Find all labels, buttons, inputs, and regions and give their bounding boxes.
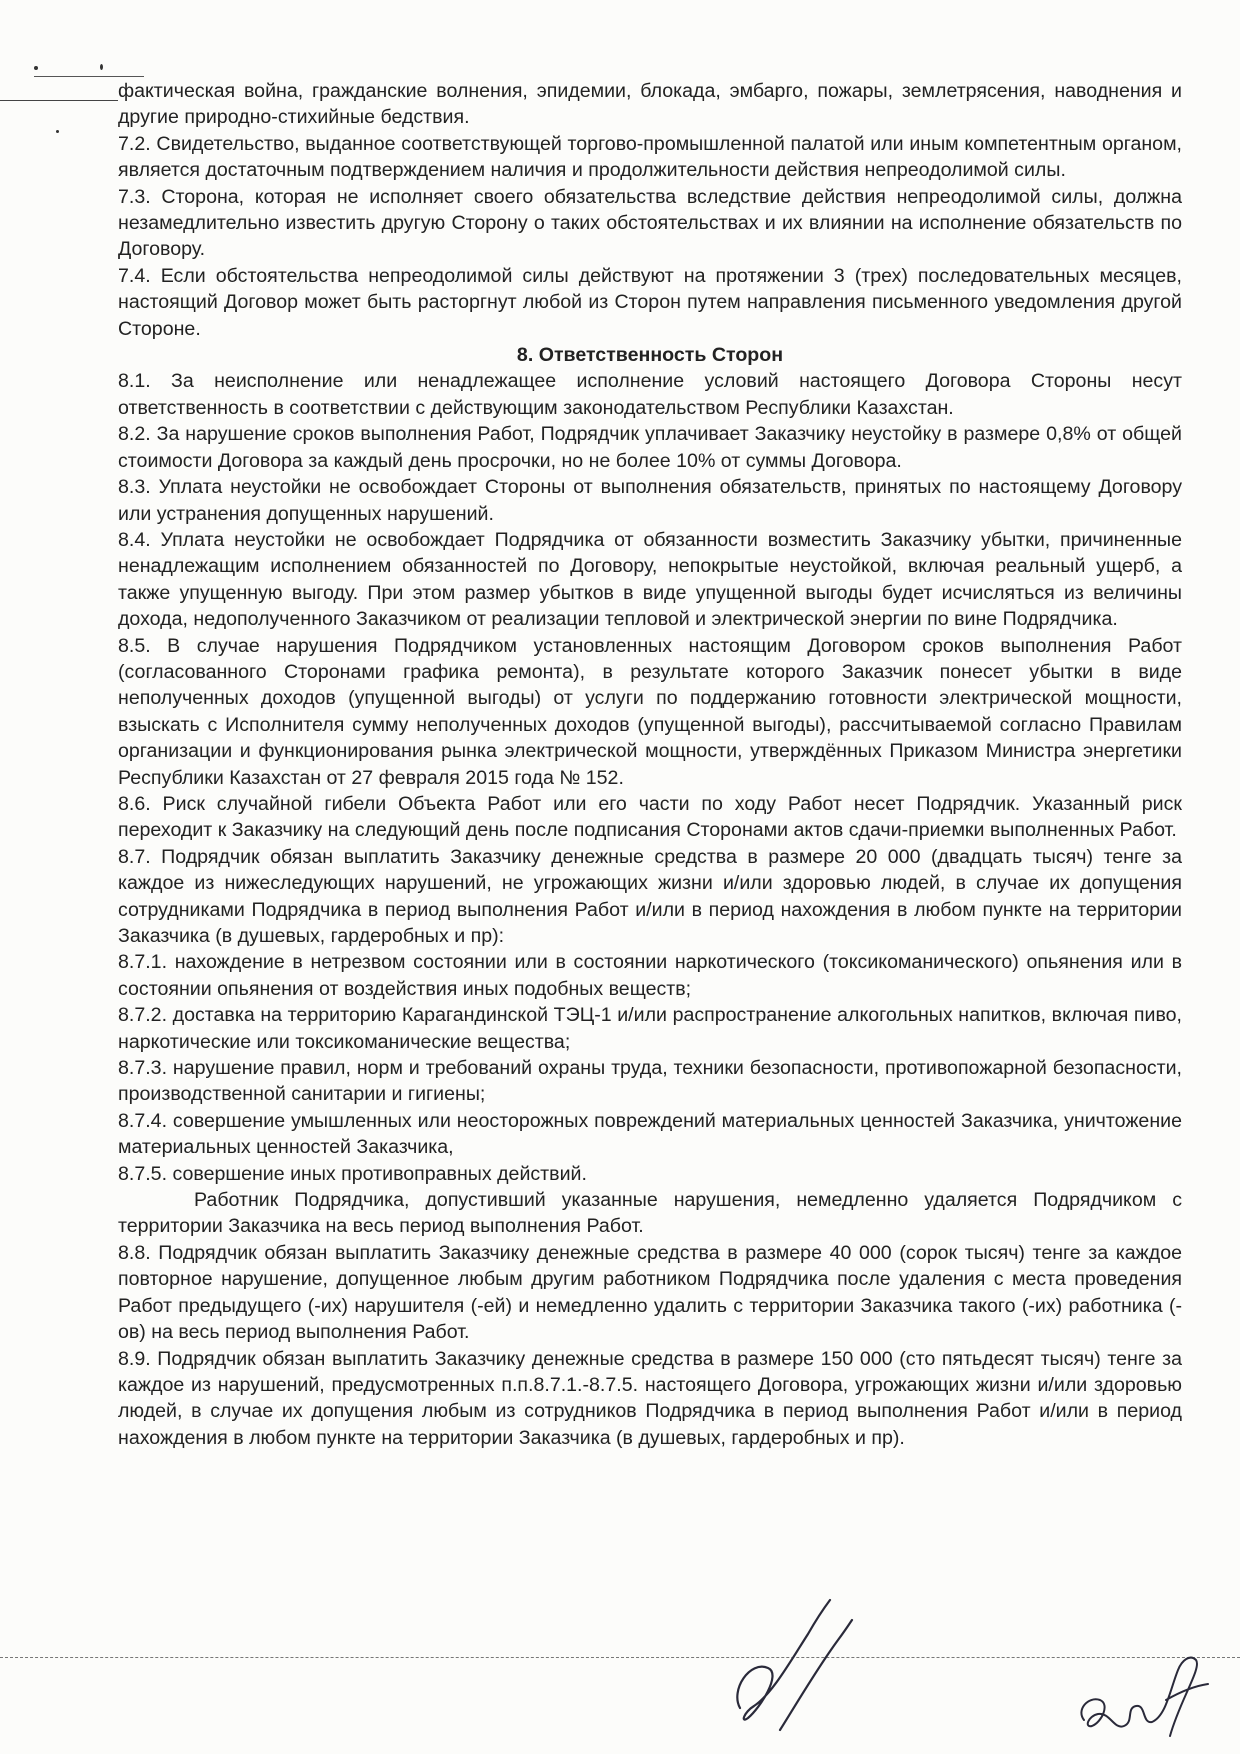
paragraph: 7.3. Сторона, которая не исполняет своего обязательства вследствие действия непреодолимой силы, должна незамедлительно известить другую Сторону о таких обстоятельствах и их влиянии на исполнение обязательств по Договору.	[118, 185, 1182, 261]
paragraph: 8.9. Подрядчик обязан выплатить Заказчику денежные средства в размере 150 000 (сто пятьдесят тысяч) тенге за каждое из нарушений, предусмотренных п.п.8.7.1.-8.7.5. настоящего Договора, угрожающих жизни и/или здоровью людей, в случае их допущения любым из сотрудников Подрядчика в период выполнения Работ и/или в период нахождения в любом пункте на территории Заказчика (в душевых, гардеробных и пр).	[118, 1347, 1182, 1449]
scan-artifact-line	[0, 100, 118, 101]
signature-left	[720, 1590, 880, 1740]
paragraph: 8.2. За нарушение сроков выполнения Работ, Подрядчик уплачивает Заказчику неустойку в размере 0,8% от общей стоимости Договора за каждый день просрочки, но не более 10% от суммы Договора.	[118, 423, 1182, 472]
scan-speck	[100, 64, 103, 70]
scan-speck	[56, 130, 59, 133]
paragraph: 8.7. Подрядчик обязан выплатить Заказчику денежные средства в размере 20 000 (двадцать тысяч) тенге за каждое из нижеследующих нарушений, не угрожающих жизни и/или здоровью людей, в случае их допущения сотрудниками Подрядчика в период выполнения Работ и/или в период нахождения в любом пункте на территории Заказчика (в душевых, гардеробных и пр):	[118, 845, 1182, 947]
list-item: 8.7.2. доставка на территорию Карагандинской ТЭЦ-1 и/или распространение алкогольных напитков, включая пиво, наркотические или токсикоманические вещества;	[118, 1004, 1182, 1053]
signature-right	[1070, 1640, 1220, 1750]
paragraph: 7.4. Если обстоятельства непреодолимой силы действуют на протяжении 3 (трех) последовательных месяцев, настоящий Договор может быть расторгнут любой из Сторон путем направления письменного уведомления другой Стороне.	[118, 264, 1182, 340]
list-item: 8.7.1. нахождение в нетрезвом состоянии или в состоянии наркотического (токсикоманического) опьянения или в состоянии опьянения от воздействия иных подобных веществ;	[118, 951, 1182, 1000]
paragraph: 8.8. Подрядчик обязан выплатить Заказчику денежные средства в размере 40 000 (сорок тысяч) тенге за каждое повторное нарушение, допущенное любым другим работником Подрядчика после удаления с места проведения Работ предыдущего (-их) нарушителя (-ей) и немедленно удалить с территории Заказчика такого (-их) работника (-ов) на весь период выполнения Работ.	[118, 1241, 1182, 1344]
paragraph: 8.3. Уплата неустойки не освобождает Стороны от выполнения обязательств, принятых по настоящему Договору или устранения допущенных нарушений.	[118, 476, 1182, 525]
scan-speck	[34, 66, 38, 70]
section-heading: 8. Ответственность Сторон	[516, 344, 784, 367]
paragraph: 8.6. Риск случайной гибели Объекта Работ или его части по ходу Работ несет Подрядчик. Указанный риск переходит к Заказчику на следующий день после подписания Сторонами актов сдачи-приемки выполненных Работ.	[118, 792, 1182, 842]
paragraph: 8.5. В случае нарушения Подрядчиком установленных настоящим Договором сроков выполнения Работ (согласованного Сторонами графика ремонта), в результате которого Заказчик понесет убытки в виде неполученных доходов (упущенной выгоды) от услуги по поддержанию готовности электрической мощности, взыскать с Исполнителя сумму неполученных доходов (упущенной выгоды), рассчитываемой согласно Правилам организации и функционирования рынка электрической мощности, утверждённых Приказом Министра энергетики Республики Казахстан от 27 февраля 2015 года № 152.	[118, 634, 1182, 789]
list-item: 8.7.5. совершение иных противоправных действий.	[118, 1162, 587, 1185]
paragraph: 8.4. Уплата неустойки не освобождает Подрядчика от обязанности возместить Заказчику убытки, причиненные ненадлежащим исполнением обязанностей по Договору, непокрытые неустойкой, включая реальный ущерб, а также упущенную выгоду. При этом размер убытков в виде упущенной выгоды будет исчисляться из величины дохода, недополученного Заказчиком от реализации тепловой и электрической энергии по вине Подрядчика.	[118, 528, 1182, 631]
list-item: 8.7.4. совершение умышленных или неосторожных повреждений материальных ценностей Заказчика, уничтожение материальных ценностей Заказчика,	[118, 1109, 1182, 1159]
paragraph: фактическая война, гражданские волнения, эпидемии, блокада, эмбарго, пожары, землетрясения, наводнения и другие природно-стихийные бедствия.	[118, 80, 1182, 129]
document-body	[118, 78, 1182, 1451]
scan-artifact-line	[34, 76, 144, 77]
page-bottom-rule	[0, 1657, 1240, 1658]
paragraph: 7.2. Свидетельство, выданное соответствующей торгово-промышленной палатой или иным компетентным органом, является достаточным подтверждением наличия и продолжительности действия непреодолимой силы.	[118, 132, 1182, 182]
list-item: 8.7.3. нарушение правил, норм и требований охраны труда, техники безопасности, противопожарной безопасности, производственной санитарии и гигиены;	[118, 1057, 1182, 1106]
paragraph: 8.1. За неисполнение или ненадлежащее исполнение условий настоящего Договора Стороны несут ответственность в соответствии с действующим законодательством Республики Казахстан.	[118, 370, 1182, 419]
paragraph: Работник Подрядчика, допустивший указанные нарушения, немедленно удаляется Подрядчиком с территории Заказчика на весь период выполнения Работ.	[118, 1189, 1182, 1238]
